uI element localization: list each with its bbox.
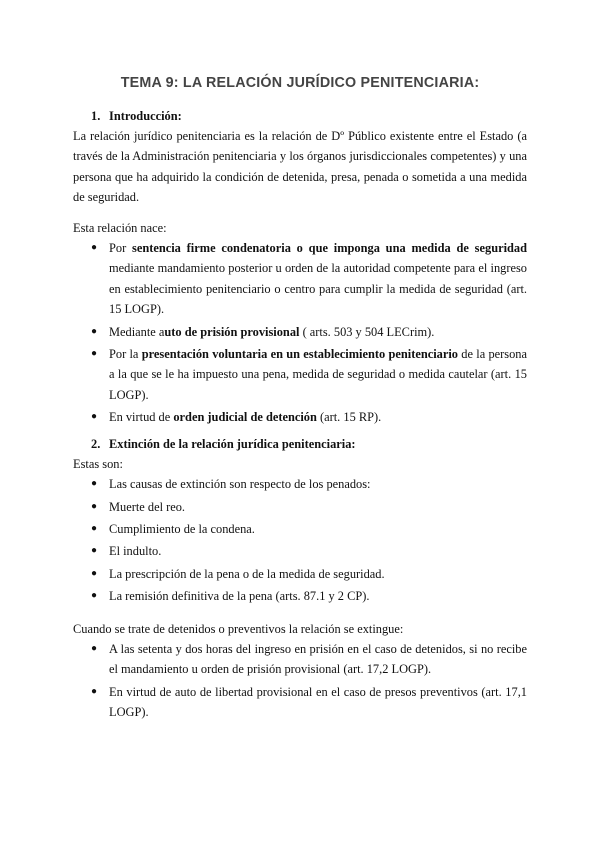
section-2-lead: Estas son: bbox=[73, 456, 123, 471]
document-body bbox=[73, 106, 527, 725]
section-2-heading bbox=[73, 434, 527, 454]
bullet-icon: ● bbox=[91, 348, 98, 360]
bullet-icon: ● bbox=[91, 685, 98, 697]
list-item: ● La prescripción de la pena o de la medida de seguridad. bbox=[73, 564, 527, 584]
section-2-detenidos-list bbox=[73, 639, 527, 723]
section-1-heading bbox=[73, 106, 527, 126]
bullet-icon: ● bbox=[91, 325, 98, 337]
section-1-title: Introducción: bbox=[109, 109, 182, 123]
bullet-icon: ● bbox=[91, 545, 98, 557]
page-title: TEMA 9: LA RELACIÓN JURÍDICO PENITENCIARIA: bbox=[120, 75, 480, 91]
list-item: ● Mediante auto de prisión provisional ( arts. 503 y 504 LECrim). bbox=[73, 322, 527, 342]
bullet-icon: ● bbox=[91, 242, 98, 254]
list-item: ● Por sentencia firme condenatoria o que imponga una medida de seguridad mediante mandamiento posterior u orden de la autoridad competente para el ingreso en establecimiento penitenciario o centro para cumplir la medida de seguridad (art. 15 LOGP). bbox=[73, 238, 527, 320]
bullet-icon: ● bbox=[91, 590, 98, 602]
list-item: ● Cumplimiento de la condena. bbox=[73, 519, 527, 539]
section-2-title: Extinción de la relación jurídica penitenciaria: bbox=[109, 436, 356, 451]
section-1-intro: La relación jurídico penitenciaria es la relación de Dº Público existente entre el Estado (a través de la Administración penitenciaria y los órganos jurisdiccionales competentes) y una persona que ha adquirido la condición de detenida, presa, penada o sometida a una medida de seguridad. bbox=[73, 129, 527, 205]
section-1-number: 1. bbox=[91, 109, 101, 123]
bullet-icon: ● bbox=[91, 500, 98, 512]
list-item: ● Por la presentación voluntaria en un establecimiento penitenciario de la persona a la que se le ha impuesto una pena, medida de seguridad o medida cautelar (art. 15 LOGP). bbox=[73, 344, 527, 405]
bullet-icon: ● bbox=[91, 522, 98, 534]
list-item: ● A las setenta y dos horas del ingreso en prisión en el caso de detenidos, si no recibe el mandamiento u orden de prisión provisional (art. 17,2 LOGP). bbox=[73, 639, 527, 680]
list-item: ● En virtud de orden judicial de detención (art. 15 RP). bbox=[73, 407, 527, 427]
section-2-list bbox=[73, 474, 527, 606]
bullet-icon: ● bbox=[91, 567, 98, 579]
list-item: ● En virtud de auto de libertad provisional en el caso de presos preventivos (art. 17,1 LOGP). bbox=[73, 682, 527, 723]
list-item: ● Las causas de extinción son respecto de los penados: bbox=[73, 474, 527, 494]
bullet-icon: ● bbox=[91, 642, 98, 654]
bullet-icon: ● bbox=[91, 478, 98, 490]
section-1-nace: Esta relación nace: bbox=[73, 220, 167, 235]
list-item: ● El indulto. bbox=[73, 541, 527, 561]
list-item: ● Muerte del reo. bbox=[73, 497, 527, 517]
section-1-list bbox=[73, 238, 527, 428]
section-2-detenidos: Cuando se trate de detenidos o preventivos la relación se extingue: bbox=[73, 621, 404, 636]
list-item: ● La remisión definitiva de la pena (arts. 87.1 y 2 CP). bbox=[73, 586, 527, 606]
bullet-icon: ● bbox=[91, 411, 98, 423]
section-2-number: 2. bbox=[91, 436, 101, 451]
